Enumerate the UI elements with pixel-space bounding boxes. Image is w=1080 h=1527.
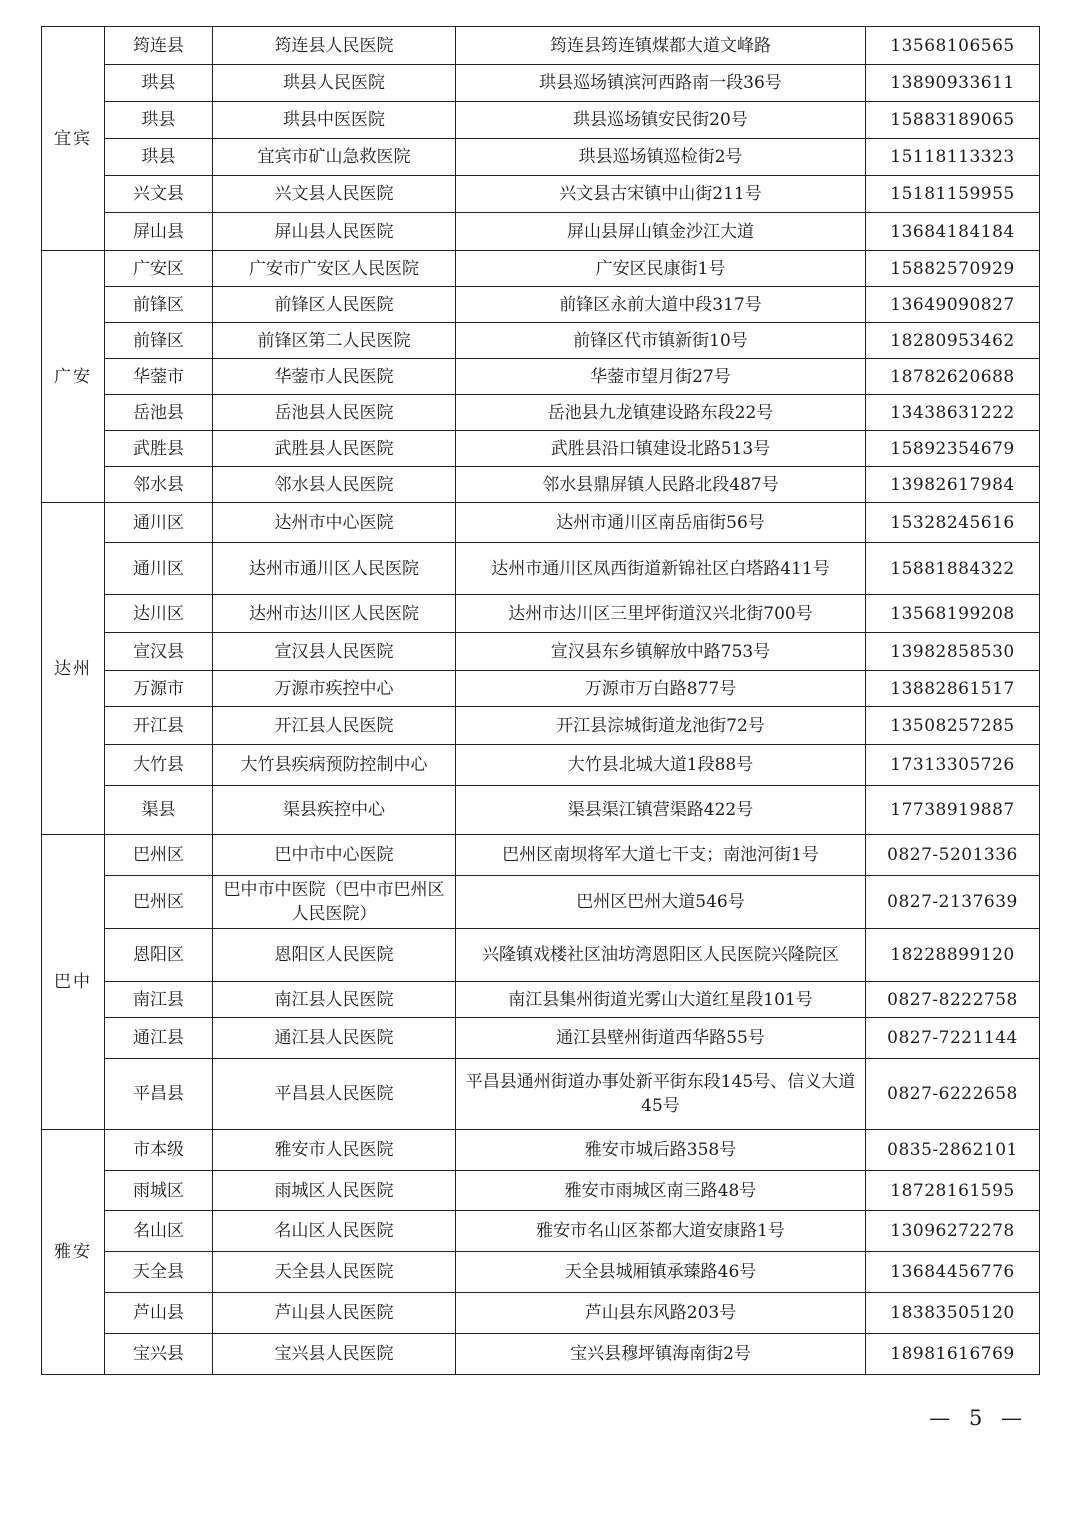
table-row <box>42 786 1040 835</box>
district-cell: 开江县 <box>105 707 213 745</box>
hospital-cell: 雅安市人民医院 <box>213 1130 456 1171</box>
phone-cell: 0827-6222658 <box>866 1059 1040 1130</box>
phone-cell: 17313305726 <box>866 745 1040 786</box>
phone-cell: 18782620688 <box>866 359 1040 395</box>
hospital-cell: 达州市中心医院 <box>213 503 456 543</box>
address-cell: 华蓥市望月街27号 <box>456 359 866 395</box>
district-cell: 前锋区 <box>105 287 213 323</box>
hospital-cell: 达州市达川区人民医院 <box>213 595 456 633</box>
address-cell: 大竹县北城大道1段88号 <box>456 745 866 786</box>
district-cell: 大竹县 <box>105 745 213 786</box>
district-cell: 珙县 <box>105 102 213 139</box>
phone-cell: 13438631222 <box>866 395 1040 431</box>
phone-cell: 0827-5201336 <box>866 835 1040 876</box>
hospital-cell: 珙县人民医院 <box>213 65 456 102</box>
address-cell: 达州市通川区凤西街道新锦社区白塔路411号 <box>456 543 866 595</box>
address-cell: 通江县壁州街道西华路55号 <box>456 1018 866 1059</box>
district-cell: 恩阳区 <box>105 929 213 982</box>
district-cell: 宣汉县 <box>105 633 213 671</box>
hospital-cell: 渠县疾控中心 <box>213 786 456 835</box>
phone-cell: 17738919887 <box>866 786 1040 835</box>
district-cell: 达川区 <box>105 595 213 633</box>
address-cell: 巴州区巴州大道546号 <box>456 876 866 929</box>
table-row <box>42 929 1040 982</box>
address-cell: 雅安市名山区茶都大道安康路1号 <box>456 1211 866 1252</box>
address-cell: 雅安市城后路358号 <box>456 1130 866 1171</box>
table-row <box>42 633 1040 671</box>
phone-cell: 13890933611 <box>866 65 1040 102</box>
phone-cell: 0835-2862101 <box>866 1130 1040 1171</box>
district-cell: 广安区 <box>105 251 213 287</box>
hospital-cell: 巴中市中医院（巴中市巴州区人民医院） <box>213 876 456 929</box>
address-cell: 达州市达川区三里坪街道汉兴北街700号 <box>456 595 866 633</box>
district-cell: 平昌县 <box>105 1059 213 1130</box>
phone-cell: 13882861517 <box>866 671 1040 707</box>
phone-cell: 13982858530 <box>866 633 1040 671</box>
address-cell: 珙县巡场镇安民街20号 <box>456 102 866 139</box>
hospital-cell: 岳池县人民医院 <box>213 395 456 431</box>
district-cell: 兴文县 <box>105 176 213 213</box>
district-cell: 天全县 <box>105 1252 213 1293</box>
phone-cell: 0827-2137639 <box>866 876 1040 929</box>
phone-cell: 13568106565 <box>866 27 1040 65</box>
hospital-cell: 前锋区第二人民医院 <box>213 323 456 359</box>
address-cell: 屏山县屏山镇金沙江大道 <box>456 213 866 251</box>
hospital-cell: 恩阳区人民医院 <box>213 929 456 982</box>
table-row <box>42 707 1040 745</box>
address-cell: 万源市万白路877号 <box>456 671 866 707</box>
district-cell: 筠连县 <box>105 27 213 65</box>
address-cell: 珙县巡场镇滨河西路南一段36号 <box>456 65 866 102</box>
district-cell: 雨城区 <box>105 1171 213 1211</box>
table-row <box>42 467 1040 503</box>
hospital-cell: 万源市疾控中心 <box>213 671 456 707</box>
table-row <box>42 139 1040 176</box>
address-cell: 岳池县九龙镇建设路东段22号 <box>456 395 866 431</box>
table-row <box>42 359 1040 395</box>
address-cell: 天全县城厢镇承臻路46号 <box>456 1252 866 1293</box>
phone-cell: 13684184184 <box>866 213 1040 251</box>
district-cell: 前锋区 <box>105 323 213 359</box>
city-cell: 雅安 <box>42 1130 105 1375</box>
table-row <box>42 431 1040 467</box>
phone-cell: 15883189065 <box>866 102 1040 139</box>
address-cell: 武胜县沿口镇建设北路513号 <box>456 431 866 467</box>
table-row <box>42 65 1040 102</box>
table-row <box>42 982 1040 1018</box>
district-cell: 华蓥市 <box>105 359 213 395</box>
city-cell: 广安 <box>42 251 105 503</box>
district-cell: 名山区 <box>105 1211 213 1252</box>
district-cell: 巴州区 <box>105 835 213 876</box>
table-row <box>42 287 1040 323</box>
hospital-cell: 平昌县人民医院 <box>213 1059 456 1130</box>
hospital-cell: 邻水县人民医院 <box>213 467 456 503</box>
hospital-cell: 开江县人民医院 <box>213 707 456 745</box>
hospital-cell: 天全县人民医院 <box>213 1252 456 1293</box>
phone-cell: 0827-7221144 <box>866 1018 1040 1059</box>
hospital-table <box>41 26 1040 1375</box>
address-cell: 珙县巡场镇巡检街2号 <box>456 139 866 176</box>
table-row <box>42 1211 1040 1252</box>
hospital-cell: 兴文县人民医院 <box>213 176 456 213</box>
table-body <box>42 27 1040 1375</box>
district-cell: 通川区 <box>105 543 213 595</box>
phone-cell: 13684456776 <box>866 1252 1040 1293</box>
address-cell: 达州市通川区南岳庙街56号 <box>456 503 866 543</box>
address-cell: 开江县淙城街道龙池街72号 <box>456 707 866 745</box>
hospital-cell: 达州市通川区人民医院 <box>213 543 456 595</box>
district-cell: 市本级 <box>105 1130 213 1171</box>
table-row <box>42 595 1040 633</box>
district-cell: 珙县 <box>105 65 213 102</box>
phone-cell: 18728161595 <box>866 1171 1040 1211</box>
table-row <box>42 1018 1040 1059</box>
address-cell: 平昌县通州街道办事处新平街东段145号、信义大道45号 <box>456 1059 866 1130</box>
hospital-cell: 通江县人民医院 <box>213 1018 456 1059</box>
hospital-cell: 南江县人民医院 <box>213 982 456 1018</box>
table-row <box>42 543 1040 595</box>
table-row <box>42 1334 1040 1375</box>
hospital-cell: 宣汉县人民医院 <box>213 633 456 671</box>
phone-cell: 13508257285 <box>866 707 1040 745</box>
district-cell: 武胜县 <box>105 431 213 467</box>
phone-cell: 15328245616 <box>866 503 1040 543</box>
district-cell: 通江县 <box>105 1018 213 1059</box>
table-row <box>42 27 1040 65</box>
address-cell: 兴隆镇戏楼社区油坊湾恩阳区人民医院兴隆院区 <box>456 929 866 982</box>
phone-cell: 18228899120 <box>866 929 1040 982</box>
address-cell: 前锋区永前大道中段317号 <box>456 287 866 323</box>
hospital-cell: 广安市广安区人民医院 <box>213 251 456 287</box>
table-row <box>42 323 1040 359</box>
city-cell: 巴中 <box>42 835 105 1130</box>
phone-cell: 13568199208 <box>866 595 1040 633</box>
table-row <box>42 1171 1040 1211</box>
district-cell: 通川区 <box>105 503 213 543</box>
table-row <box>42 1130 1040 1171</box>
table-row <box>42 745 1040 786</box>
phone-cell: 15892354679 <box>866 431 1040 467</box>
address-cell: 巴州区南坝将军大道七干支；南池河街1号 <box>456 835 866 876</box>
address-cell: 广安区民康街1号 <box>456 251 866 287</box>
district-cell: 芦山县 <box>105 1293 213 1334</box>
hospital-cell: 宝兴县人民医院 <box>213 1334 456 1375</box>
table-row <box>42 1252 1040 1293</box>
hospital-cell: 屏山县人民医院 <box>213 213 456 251</box>
district-cell: 宝兴县 <box>105 1334 213 1375</box>
address-cell: 筠连县筠连镇煤都大道文峰路 <box>456 27 866 65</box>
hospital-cell: 筠连县人民医院 <box>213 27 456 65</box>
district-cell: 渠县 <box>105 786 213 835</box>
table-row <box>42 835 1040 876</box>
district-cell: 屏山县 <box>105 213 213 251</box>
hospital-cell: 芦山县人民医院 <box>213 1293 456 1334</box>
table-row <box>42 176 1040 213</box>
district-cell: 珙县 <box>105 139 213 176</box>
hospital-cell: 宜宾市矿山急救医院 <box>213 139 456 176</box>
phone-cell: 0827-8222758 <box>866 982 1040 1018</box>
address-cell: 渠县渠江镇营渠路422号 <box>456 786 866 835</box>
phone-cell: 15881884322 <box>866 543 1040 595</box>
phone-cell: 15882570929 <box>866 251 1040 287</box>
phone-cell: 18383505120 <box>866 1293 1040 1334</box>
phone-cell: 15118113323 <box>866 139 1040 176</box>
hospital-cell: 华蓥市人民医院 <box>213 359 456 395</box>
table-row <box>42 1059 1040 1130</box>
address-cell: 兴文县古宋镇中山街211号 <box>456 176 866 213</box>
table-row <box>42 102 1040 139</box>
district-cell: 南江县 <box>105 982 213 1018</box>
hospital-cell: 珙县中医医院 <box>213 102 456 139</box>
address-cell: 南江县集州街道光雾山大道红星段101号 <box>456 982 866 1018</box>
phone-cell: 13982617984 <box>866 467 1040 503</box>
address-cell: 邻水县鼎屏镇人民路北段487号 <box>456 467 866 503</box>
phone-cell: 15181159955 <box>866 176 1040 213</box>
address-cell: 宣汉县东乡镇解放中路753号 <box>456 633 866 671</box>
phone-cell: 18981616769 <box>866 1334 1040 1375</box>
city-cell: 达州 <box>42 503 105 835</box>
phone-cell: 13649090827 <box>866 287 1040 323</box>
address-cell: 芦山县东风路203号 <box>456 1293 866 1334</box>
page-number: — 5 — <box>929 1406 1028 1430</box>
address-cell: 雅安市雨城区南三路48号 <box>456 1171 866 1211</box>
table-row <box>42 671 1040 707</box>
table-row <box>42 251 1040 287</box>
city-cell: 宜宾 <box>42 27 105 251</box>
district-cell: 邻水县 <box>105 467 213 503</box>
table-row <box>42 213 1040 251</box>
table-row <box>42 1293 1040 1334</box>
hospital-cell: 武胜县人民医院 <box>213 431 456 467</box>
table-row <box>42 503 1040 543</box>
hospital-cell: 前锋区人民医院 <box>213 287 456 323</box>
address-cell: 前锋区代市镇新街10号 <box>456 323 866 359</box>
hospital-cell: 巴中市中心医院 <box>213 835 456 876</box>
table-row <box>42 876 1040 929</box>
phone-cell: 13096272278 <box>866 1211 1040 1252</box>
address-cell: 宝兴县穆坪镇海南街2号 <box>456 1334 866 1375</box>
phone-cell: 18280953462 <box>866 323 1040 359</box>
table-row <box>42 395 1040 431</box>
hospital-cell: 名山区人民医院 <box>213 1211 456 1252</box>
hospital-cell: 雨城区人民医院 <box>213 1171 456 1211</box>
hospital-cell: 大竹县疾病预防控制中心 <box>213 745 456 786</box>
district-cell: 万源市 <box>105 671 213 707</box>
district-cell: 岳池县 <box>105 395 213 431</box>
district-cell: 巴州区 <box>105 876 213 929</box>
